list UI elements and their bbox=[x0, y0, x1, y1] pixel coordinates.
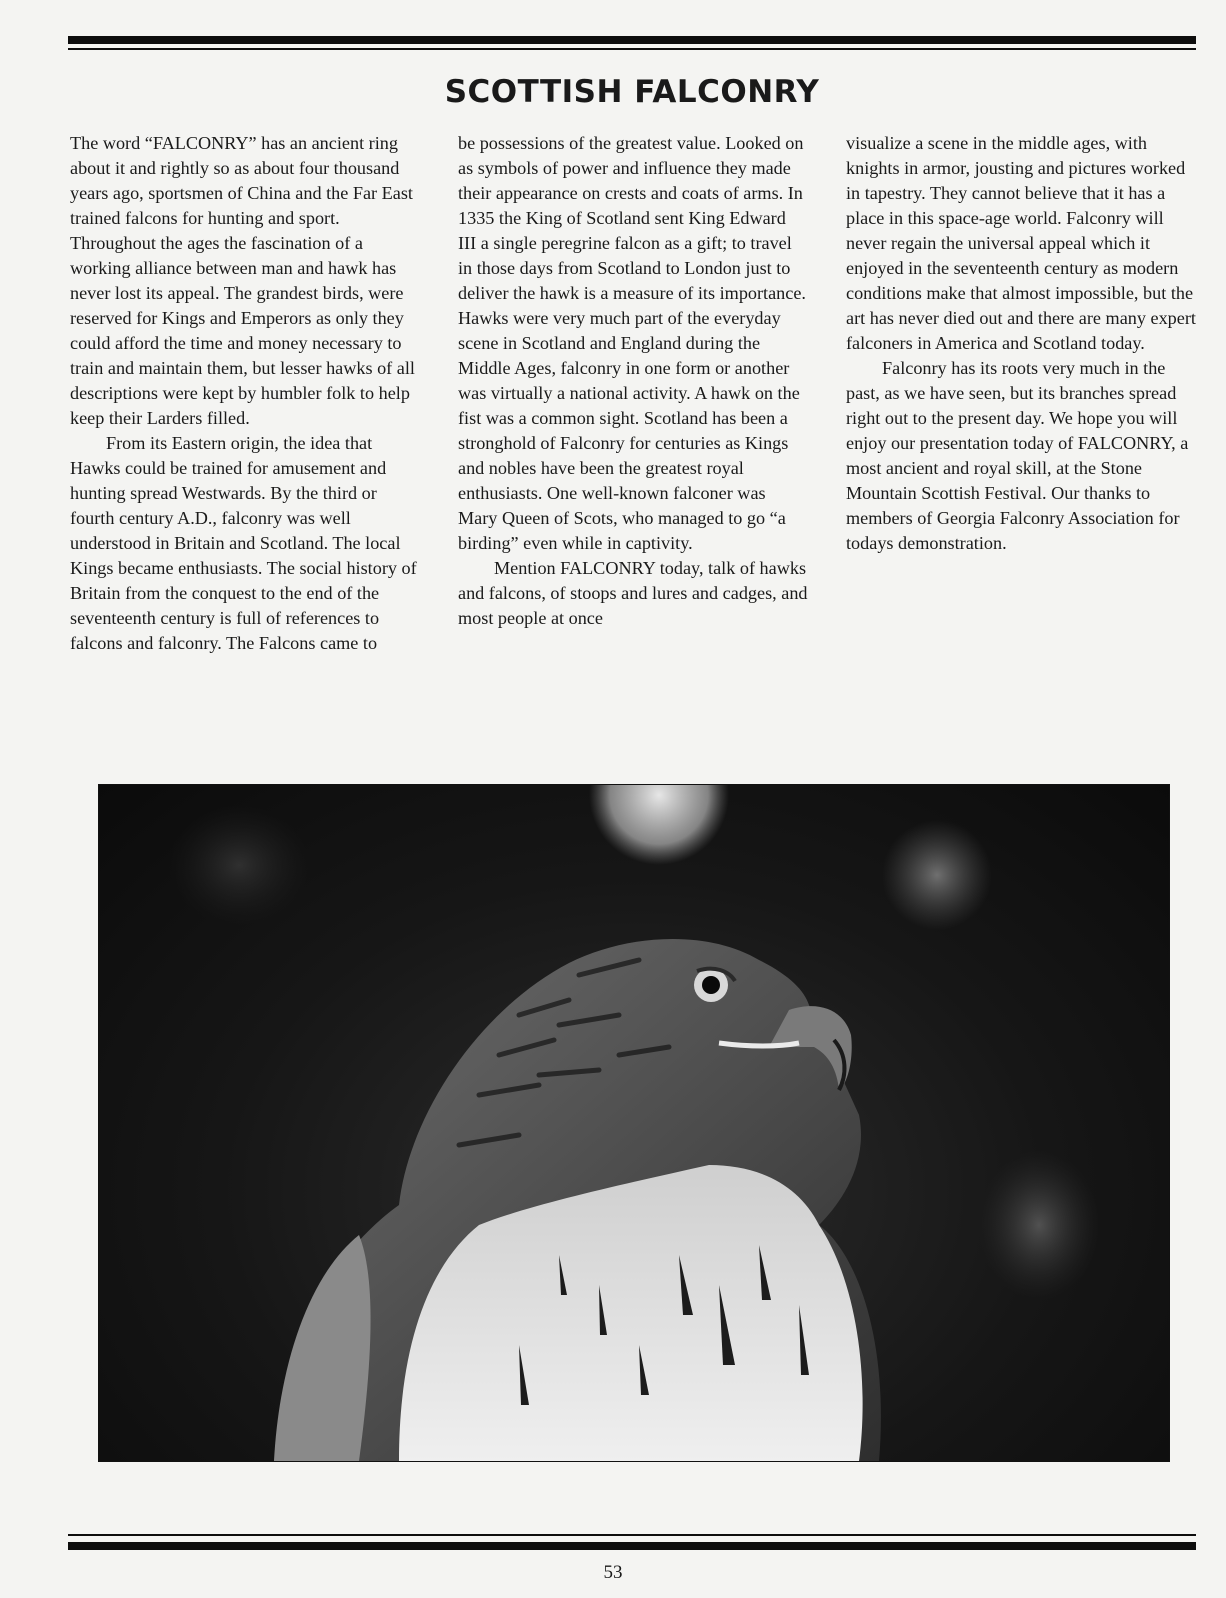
hawk-illustration bbox=[99, 785, 1169, 1461]
text-column-1 bbox=[70, 131, 420, 656]
text-column-3 bbox=[846, 131, 1196, 556]
bottom-rule-thin bbox=[68, 1534, 1196, 1536]
bottom-rule-thick bbox=[68, 1542, 1196, 1550]
hawk-photo bbox=[98, 784, 1170, 1462]
top-rule-thick bbox=[68, 36, 1196, 44]
hawk-pupil bbox=[702, 976, 720, 994]
text-column-2 bbox=[458, 131, 808, 631]
paragraph: The word “FALCONRY” has an ancient ring about it and rightly so as about four thousand years ago, sportsmen of China and the Far East trained falcons for hunting and sport. Throughout the ages the fascination of a working alliance between man and hawk has never lost its appeal. The grandest birds, were reserved for Kings and Emperors as only they could afford the time and money necessary to train and maintain them, but lesser hawks of all descriptions were kept by humbler folk to help keep their Larders filled. bbox=[70, 133, 415, 428]
paragraph: visualize a scene in the middle ages, with knights in armor, jousting and pictures worked in tapestry. They cannot believe that it has a place in this space-age world. Falconry will never regain the universal appeal which it enjoyed in the seventeenth century as modern conditions make that almost impossible, but the art has never died out and there are many expert falconers in America and Scotland today. bbox=[846, 133, 1196, 353]
paragraph: be possessions of the greatest value. Looked on as symbols of power and influence they made their appearance on crests and coats of arms. In 1335 the King of Scotland sent King Edward III a single peregrine falcon as a gift; to travel in those days from Scotland to London just to deliver the hawk is a measure of its importance. Hawks were very much part of the everyday scene in Scotland and England during the Middle Ages, falconry in one form or another was virtually a national activity. A hawk on the fist was a common sight. Scotland has been a stronghold of Falconry for centuries as Kings and nobles have been the greatest royal enthusiasts. One well-known falconer was Mary Queen of Scots, who managed to go “a birding” even while in captivity. bbox=[458, 133, 806, 553]
bokeh-light bbox=[882, 820, 992, 930]
page-number: 53 bbox=[603, 1562, 623, 1583]
bokeh-light bbox=[979, 1150, 1099, 1300]
paragraph: From its Eastern origin, the idea that Hawks could be trained for amusement and hunting spread Westwards. By the third or fourth century A.D., falconry was well understood in Britain and Scotland. The local Kings became enthusiasts. The social history of Britain from the conquest to the end of the seventeenth century is full of references to falcons and falconry. The Falcons came to bbox=[70, 433, 417, 653]
paragraph: Falconry has its roots very much in the past, as we have seen, but its branches spread right out to the present day. We hope you will enjoy our presentation today of FALCONRY, a most ancient and royal skill, at the Stone Mountain Scottish Festival. Our thanks to members of Georgia Falconry Association for todays demonstration. bbox=[846, 358, 1189, 553]
top-rule-thin bbox=[68, 48, 1196, 50]
bokeh-light bbox=[589, 785, 729, 865]
hawk-wing bbox=[274, 1235, 371, 1461]
article-title: SCOTTISH FALCONRY bbox=[444, 74, 820, 110]
paragraph: Mention FALCONRY today, talk of hawks and falcons, of stoops and lures and cadges, and most people at once bbox=[458, 558, 808, 628]
bokeh-light bbox=[169, 805, 309, 925]
